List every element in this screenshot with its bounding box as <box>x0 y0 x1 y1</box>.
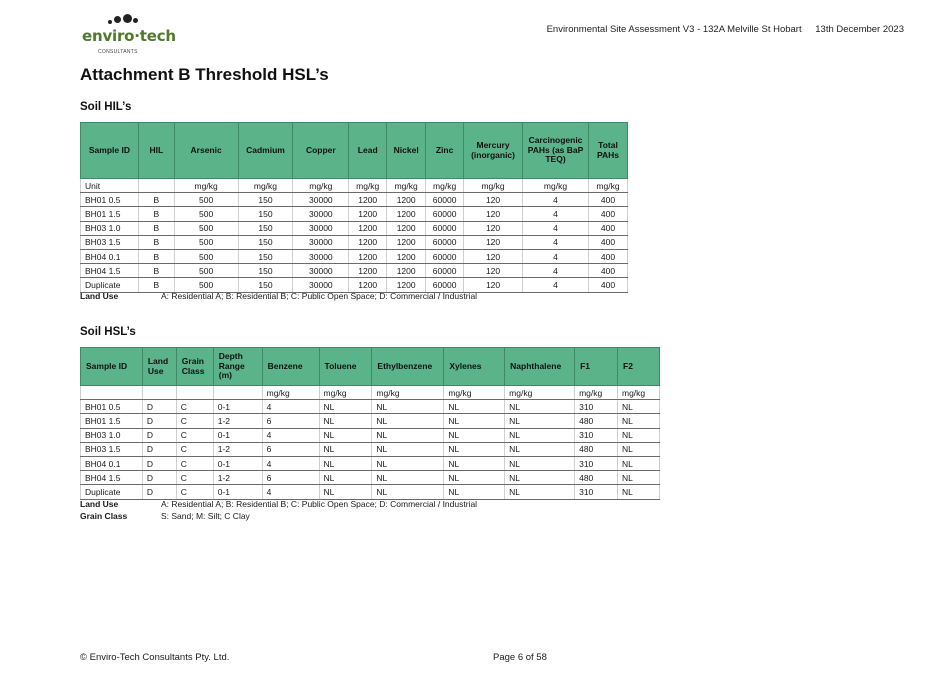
table-cell: 4 <box>262 428 319 442</box>
unit-cell: mg/kg <box>618 386 660 400</box>
hil-legend <box>80 291 477 301</box>
table-cell: 500 <box>174 207 238 221</box>
document-title: Environmental Site Assessment V3 - 132A Melville St Hobart <box>546 24 802 35</box>
table-cell: 0-1 <box>213 400 262 414</box>
table-cell: 30000 <box>293 249 349 263</box>
table-cell: B <box>138 193 174 207</box>
table-cell: 4 <box>523 278 589 292</box>
page-title: Attachment B Threshold HSL’s <box>80 65 329 84</box>
table-cell: 480 <box>575 442 618 456</box>
table-cell: 150 <box>238 278 293 292</box>
footer-page-number: Page 6 of 58 <box>493 652 547 663</box>
table-cell: 400 <box>588 221 627 235</box>
table-cell: NL <box>444 400 505 414</box>
logo-wordmark: enviro·tech <box>82 27 176 45</box>
unit-cell: mg/kg <box>387 179 426 193</box>
table-cell: 4 <box>523 221 589 235</box>
hil-col-header: Carcinogenic PAHs (as BaP TEQ) <box>523 123 589 179</box>
table-cell: NL <box>444 456 505 470</box>
table-cell: D <box>142 400 176 414</box>
table-cell: 1-2 <box>213 414 262 428</box>
table-cell: D <box>142 428 176 442</box>
table-cell: 120 <box>464 249 523 263</box>
table-cell: 60000 <box>426 221 464 235</box>
page-header <box>547 24 904 35</box>
hil-col-header: Nickel <box>387 123 426 179</box>
hil-col-header: Sample ID <box>81 123 139 179</box>
unit-cell: mg/kg <box>444 386 505 400</box>
table-cell: Duplicate <box>81 278 139 292</box>
table-cell: 150 <box>238 249 293 263</box>
table-cell: D <box>142 456 176 470</box>
table-cell: B <box>138 235 174 249</box>
table-cell: NL <box>319 485 372 499</box>
document-date: 13th December 2023 <box>815 24 904 35</box>
table-row <box>81 278 628 292</box>
hil-legend-label: Land Use <box>80 291 119 301</box>
table-cell: 30000 <box>293 278 349 292</box>
table-cell: NL <box>618 442 660 456</box>
table-cell: 400 <box>588 264 627 278</box>
table-cell: 310 <box>575 428 618 442</box>
table-cell: NL <box>505 471 575 485</box>
hsl-legend-grain-class <box>80 511 250 521</box>
table-cell: C <box>176 471 213 485</box>
table-cell: NL <box>505 400 575 414</box>
hsl-legend-text: A: Residential A; B: Residential B; C: Public Open Space; D: Commercial / Industrial <box>161 499 478 509</box>
table-cell: C <box>176 414 213 428</box>
table-cell: 60000 <box>426 207 464 221</box>
table-cell: 480 <box>575 414 618 428</box>
hsl-table <box>80 347 660 500</box>
table-row <box>81 428 660 442</box>
unit-cell: mg/kg <box>372 386 444 400</box>
table-row <box>81 221 628 235</box>
table-cell: C <box>176 428 213 442</box>
table-cell: B <box>138 278 174 292</box>
table-cell: NL <box>319 400 372 414</box>
table-cell: NL <box>444 414 505 428</box>
table-row <box>81 400 660 414</box>
table-row <box>81 249 628 263</box>
unit-cell <box>176 386 213 400</box>
table-cell: C <box>176 485 213 499</box>
table-cell: 4 <box>523 193 589 207</box>
hsl-col-header: Ethylbenzene <box>372 348 444 386</box>
table-cell: C <box>176 442 213 456</box>
hsl-header-row <box>81 348 660 386</box>
table-cell: C <box>176 456 213 470</box>
table-cell: 1200 <box>349 264 387 278</box>
table-cell: BH04 0.1 <box>81 249 139 263</box>
table-cell: 0-1 <box>213 428 262 442</box>
unit-cell <box>138 179 174 193</box>
table-cell: 120 <box>464 278 523 292</box>
unit-row <box>81 386 660 400</box>
hil-col-header: Arsenic <box>174 123 238 179</box>
unit-cell: mg/kg <box>262 386 319 400</box>
table-cell: 1200 <box>349 278 387 292</box>
hil-col-header: Lead <box>349 123 387 179</box>
table-cell: 120 <box>464 193 523 207</box>
footer-copyright: © Enviro-Tech Consultants Pty. Ltd. <box>80 652 230 663</box>
table-cell: 400 <box>588 235 627 249</box>
table-cell: NL <box>372 428 444 442</box>
table-cell: BH03 1.5 <box>81 235 139 249</box>
unit-cell: mg/kg <box>575 386 618 400</box>
table-cell: 1200 <box>387 207 426 221</box>
table-cell: 1-2 <box>213 442 262 456</box>
unit-cell <box>213 386 262 400</box>
table-cell: NL <box>505 485 575 499</box>
table-cell: 60000 <box>426 264 464 278</box>
table-cell: NL <box>444 442 505 456</box>
table-cell: NL <box>618 485 660 499</box>
table-cell: NL <box>372 485 444 499</box>
table-row <box>81 442 660 456</box>
table-cell: 60000 <box>426 235 464 249</box>
table-cell: 1200 <box>349 207 387 221</box>
hil-col-header: Zinc <box>426 123 464 179</box>
hsl-col-header: Naphthalene <box>505 348 575 386</box>
table-row <box>81 456 660 470</box>
hsl-legend-text: S: Sand; M: Silt; C Clay <box>161 511 250 521</box>
unit-cell: mg/kg <box>293 179 349 193</box>
table-cell: BH01 0.5 <box>81 193 139 207</box>
hsl-col-header: F2 <box>618 348 660 386</box>
table-cell: Duplicate <box>81 485 143 499</box>
hil-heading: Soil HIL’s <box>80 101 132 113</box>
unit-cell: mg/kg <box>505 386 575 400</box>
table-cell: B <box>138 221 174 235</box>
hsl-col-header: Land Use <box>142 348 176 386</box>
table-cell: 1200 <box>387 249 426 263</box>
unit-cell: mg/kg <box>588 179 627 193</box>
table-cell: BH03 1.0 <box>81 221 139 235</box>
table-cell: 310 <box>575 400 618 414</box>
table-cell: NL <box>319 456 372 470</box>
hsl-legend-land-use <box>80 499 477 509</box>
table-row <box>81 235 628 249</box>
table-cell: 500 <box>174 249 238 263</box>
unit-cell: mg/kg <box>349 179 387 193</box>
hil-col-header: Copper <box>293 123 349 179</box>
hil-col-header: HIL <box>138 123 174 179</box>
table-row <box>81 485 660 499</box>
table-cell: 1200 <box>387 264 426 278</box>
table-cell: 150 <box>238 193 293 207</box>
table-cell: 4 <box>262 485 319 499</box>
table-cell: NL <box>505 456 575 470</box>
table-cell: 4 <box>262 400 319 414</box>
table-cell: NL <box>372 400 444 414</box>
table-cell: NL <box>372 471 444 485</box>
table-cell: 120 <box>464 264 523 278</box>
table-cell: NL <box>505 414 575 428</box>
table-cell: C <box>176 400 213 414</box>
table-cell: 30000 <box>293 221 349 235</box>
table-cell: NL <box>319 428 372 442</box>
table-cell: 1200 <box>349 221 387 235</box>
logo-dots-icon <box>104 14 144 28</box>
table-cell: 1200 <box>387 235 426 249</box>
table-cell: 0-1 <box>213 456 262 470</box>
table-row <box>81 471 660 485</box>
table-cell: 400 <box>588 249 627 263</box>
table-cell: 1200 <box>349 235 387 249</box>
unit-cell: Unit <box>81 179 139 193</box>
table-cell: 60000 <box>426 249 464 263</box>
table-cell: NL <box>505 428 575 442</box>
table-cell: D <box>142 471 176 485</box>
table-cell: BH01 1.5 <box>81 207 139 221</box>
table-cell: NL <box>618 400 660 414</box>
table-cell: NL <box>319 471 372 485</box>
table-row <box>81 193 628 207</box>
table-cell: 500 <box>174 264 238 278</box>
hsl-col-header: Xylenes <box>444 348 505 386</box>
table-cell: BH03 1.5 <box>81 442 143 456</box>
unit-cell: mg/kg <box>238 179 293 193</box>
table-cell: BH04 0.1 <box>81 456 143 470</box>
table-cell: 1-2 <box>213 471 262 485</box>
table-cell: 150 <box>238 264 293 278</box>
table-cell: 30000 <box>293 264 349 278</box>
table-cell: NL <box>372 456 444 470</box>
table-cell: 4 <box>523 264 589 278</box>
table-cell: D <box>142 442 176 456</box>
table-cell: 30000 <box>293 235 349 249</box>
table-cell: 4 <box>523 249 589 263</box>
hsl-col-header: F1 <box>575 348 618 386</box>
table-cell: NL <box>618 471 660 485</box>
table-cell: 1200 <box>387 221 426 235</box>
hsl-heading: Soil HSL’s <box>80 326 136 338</box>
table-cell: BH03 1.0 <box>81 428 143 442</box>
table-cell: 6 <box>262 414 319 428</box>
table-cell: NL <box>444 471 505 485</box>
table-cell: 4 <box>262 456 319 470</box>
table-cell: NL <box>319 442 372 456</box>
logo-subtitle: CONSULTANTS <box>98 49 138 55</box>
table-cell: NL <box>372 414 444 428</box>
table-cell: 1200 <box>387 193 426 207</box>
hsl-col-header: Sample ID <box>81 348 143 386</box>
table-cell: NL <box>618 428 660 442</box>
hil-col-header: Total PAHs <box>588 123 627 179</box>
hsl-col-header: Depth Range (m) <box>213 348 262 386</box>
table-cell: 310 <box>575 456 618 470</box>
hil-header-row <box>81 123 628 179</box>
table-cell: B <box>138 249 174 263</box>
table-cell: B <box>138 264 174 278</box>
table-cell: 4 <box>523 235 589 249</box>
hil-legend-text: A: Residential A; B: Residential B; C: Public Open Space; D: Commercial / Industrial <box>161 291 478 301</box>
table-cell: 120 <box>464 207 523 221</box>
table-cell: BH01 0.5 <box>81 400 143 414</box>
table-cell: 500 <box>174 235 238 249</box>
table-cell: 120 <box>464 235 523 249</box>
table-cell: NL <box>505 442 575 456</box>
table-cell: 400 <box>588 278 627 292</box>
hsl-legend-label: Land Use <box>80 499 119 509</box>
table-cell: 60000 <box>426 278 464 292</box>
table-cell: 30000 <box>293 207 349 221</box>
unit-cell <box>142 386 176 400</box>
unit-cell: mg/kg <box>426 179 464 193</box>
table-cell: 120 <box>464 221 523 235</box>
hsl-col-header: Toluene <box>319 348 372 386</box>
table-cell: 30000 <box>293 193 349 207</box>
hsl-col-header: Benzene <box>262 348 319 386</box>
table-cell: 60000 <box>426 193 464 207</box>
hil-table <box>80 122 628 293</box>
hsl-col-header: Grain Class <box>176 348 213 386</box>
table-cell: NL <box>319 414 372 428</box>
hil-col-header: Cadmium <box>238 123 293 179</box>
table-cell: 150 <box>238 221 293 235</box>
table-cell: BH04 1.5 <box>81 471 143 485</box>
table-cell: 6 <box>262 442 319 456</box>
table-cell: D <box>142 485 176 499</box>
unit-cell: mg/kg <box>319 386 372 400</box>
unit-cell: mg/kg <box>523 179 589 193</box>
table-cell: 1200 <box>349 193 387 207</box>
unit-cell: mg/kg <box>464 179 523 193</box>
table-cell: BH01 1.5 <box>81 414 143 428</box>
table-cell: 1200 <box>387 278 426 292</box>
table-row <box>81 264 628 278</box>
table-cell: 480 <box>575 471 618 485</box>
table-row <box>81 414 660 428</box>
table-cell: 500 <box>174 221 238 235</box>
table-cell: NL <box>444 485 505 499</box>
table-cell: 150 <box>238 235 293 249</box>
table-cell: 0-1 <box>213 485 262 499</box>
unit-row <box>81 179 628 193</box>
table-cell: 500 <box>174 278 238 292</box>
table-cell: 150 <box>238 207 293 221</box>
table-cell: 400 <box>588 193 627 207</box>
hil-col-header: Mercury (inorganic) <box>464 123 523 179</box>
table-cell: NL <box>618 414 660 428</box>
table-cell: 6 <box>262 471 319 485</box>
table-cell: D <box>142 414 176 428</box>
table-cell: BH04 1.5 <box>81 264 139 278</box>
table-cell: NL <box>618 456 660 470</box>
table-cell: 400 <box>588 207 627 221</box>
company-logo <box>82 14 176 55</box>
unit-cell <box>81 386 143 400</box>
unit-cell: mg/kg <box>174 179 238 193</box>
table-cell: 500 <box>174 193 238 207</box>
table-cell: NL <box>372 442 444 456</box>
table-cell: B <box>138 207 174 221</box>
table-cell: 1200 <box>349 249 387 263</box>
table-cell: NL <box>444 428 505 442</box>
table-cell: 4 <box>523 207 589 221</box>
hsl-legend-label: Grain Class <box>80 511 128 521</box>
table-cell: 310 <box>575 485 618 499</box>
table-row <box>81 207 628 221</box>
